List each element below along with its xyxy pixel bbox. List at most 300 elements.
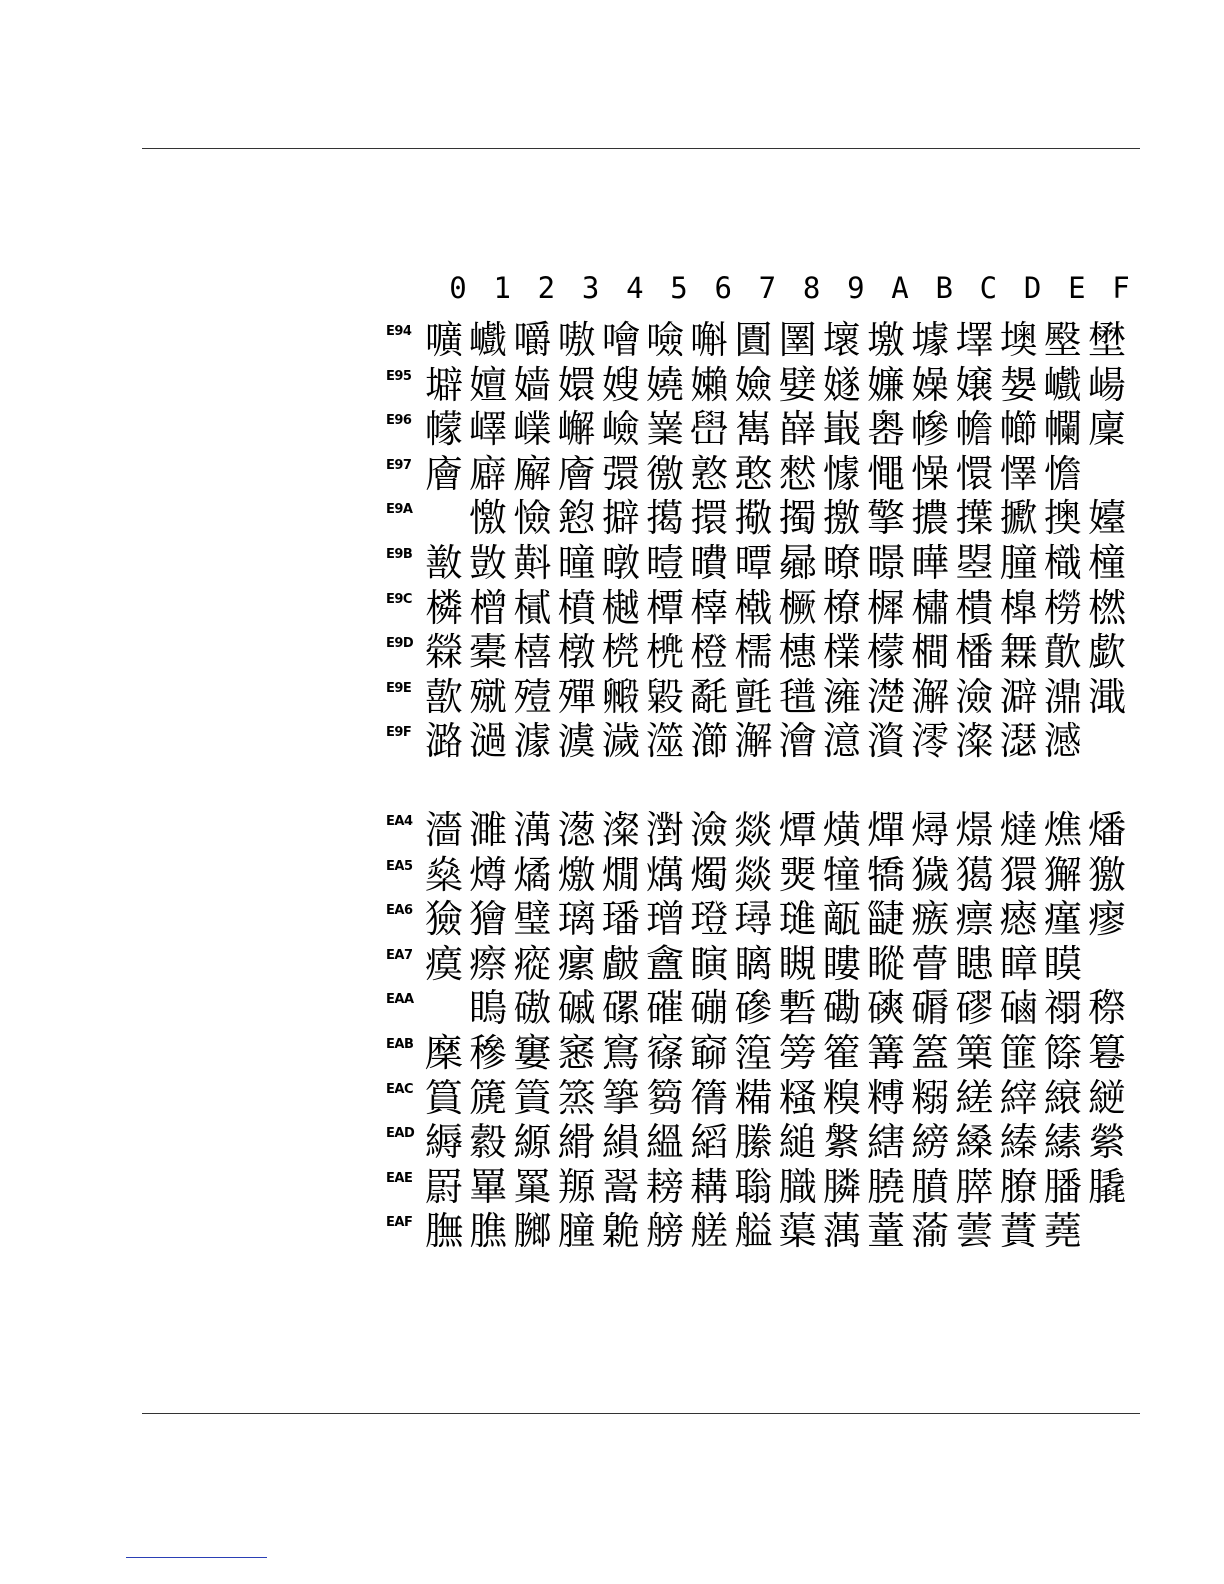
glyph-cell: 縔 — [955, 1120, 994, 1165]
glyph-cell: 罻 — [424, 1164, 463, 1209]
glyph-cell: 燖 — [911, 808, 950, 852]
glyph-cell: 檽 — [734, 630, 773, 675]
glyph-cell: 瘭 — [955, 897, 994, 942]
glyph-cell: 縤 — [1043, 1120, 1082, 1165]
glyph-cell: 壄 — [1087, 318, 1126, 362]
glyph-cell: 燛 — [778, 852, 817, 897]
glyph-cell: 嬐 — [734, 362, 773, 407]
glyph-cell: 嶲 — [734, 407, 773, 452]
glyph-cell: 磣 — [734, 986, 773, 1031]
glyph-cell: 憨 — [734, 451, 773, 496]
glyph-cell: 澥 — [734, 719, 773, 764]
glyph-cell: 澼 — [999, 674, 1038, 719]
glyph-cell: 嫂 — [601, 362, 640, 407]
glyph-cell: 濏 — [999, 719, 1038, 764]
glyph-cell: 橔 — [557, 630, 596, 675]
glyph-cell: 蕡 — [999, 1209, 1038, 1254]
glyph-cell: 篞 — [734, 1031, 773, 1075]
glyph-cell: 擏 — [734, 496, 773, 541]
code-row-EAD — [0, 1120, 1224, 1165]
glyph-cell: 艗 — [734, 1209, 773, 1254]
glyph-cell: 熿 — [822, 808, 861, 852]
code-row-E9D — [0, 630, 1224, 675]
footer-link-underline — [126, 1557, 267, 1558]
row-label: E9A — [386, 502, 413, 518]
glyph-cell: 縍 — [911, 1120, 950, 1165]
glyph-cell: 盦 — [645, 941, 684, 986]
glyph-cell: 篫 — [601, 1075, 640, 1120]
glyph-cell: 穇 — [469, 1031, 508, 1075]
column-header-3: 3 — [581, 271, 600, 305]
glyph-cell: 澞 — [557, 719, 596, 764]
code-row-EA7 — [0, 942, 1224, 987]
column-header-1: 1 — [493, 271, 511, 305]
glyph-cell: 橺 — [911, 630, 950, 675]
column-header-6: 6 — [714, 271, 732, 305]
glyph-cell: 橚 — [911, 585, 950, 630]
glyph-cell: 氄 — [690, 674, 729, 719]
glyph-cell: 壂 — [1043, 318, 1082, 362]
glyph-cell — [422, 496, 466, 541]
glyph-cell: 篧 — [822, 1031, 861, 1075]
glyph-cell: 歔 — [1087, 630, 1126, 675]
glyph-cell: 橞 — [778, 630, 817, 675]
glyph-cell: 嗷 — [557, 318, 596, 362]
glyph-cell: 橲 — [513, 630, 552, 675]
glyph-cell: 歕 — [1043, 630, 1082, 675]
glyph-cell: 嬾 — [690, 362, 729, 407]
glyph-cell: 篕 — [911, 1031, 950, 1075]
glyph-cell: 篝 — [866, 1031, 905, 1075]
glyph-cell: 疀 — [866, 897, 905, 942]
glyph-cell: 膲 — [469, 1209, 508, 1254]
glyph-cell: 瘳 — [1087, 897, 1126, 942]
row-label: E9C — [386, 591, 412, 607]
glyph-cell: 篟 — [690, 1075, 729, 1120]
glyph-cell: 澺 — [822, 719, 861, 764]
glyph-cell: 曏 — [778, 541, 817, 585]
glyph-cell: 燚 — [734, 808, 773, 852]
glyph-cell: 嶨 — [690, 407, 729, 452]
glyph-cell: 幯 — [999, 407, 1038, 452]
code-row-E94 — [0, 318, 1224, 363]
glyph-cell: 蕓 — [955, 1209, 994, 1254]
glyph-cell: 暻 — [866, 541, 905, 585]
column-header-0: 0 — [449, 271, 467, 305]
glyph-cell: 潞 — [424, 719, 463, 764]
glyph-cell: 犞 — [866, 852, 905, 897]
glyph-cell: 澮 — [778, 719, 817, 764]
code-row-E9B — [0, 541, 1224, 586]
glyph-cell: 獪 — [469, 897, 508, 942]
glyph-cell: 橶 — [734, 585, 773, 630]
glyph-cell: 燋 — [1043, 808, 1082, 852]
glyph-cell: 嬛 — [557, 362, 596, 407]
glyph-cell — [1085, 719, 1129, 764]
row-label: E95 — [386, 368, 412, 384]
glyph-cell: 嬢 — [955, 362, 994, 407]
glyph-cell: 犝 — [822, 852, 861, 897]
row-label: EAC — [386, 1081, 413, 1097]
glyph-cell: 瞡 — [778, 941, 817, 986]
glyph-cell: 壞 — [822, 318, 861, 362]
glyph-cell: 膴 — [424, 1209, 463, 1254]
glyph-cell: 璕 — [734, 897, 773, 942]
glyph-cell: 殫 — [557, 674, 596, 719]
glyph-cell: 橯 — [1043, 585, 1082, 630]
glyph-cell: 曊 — [690, 541, 729, 585]
glyph-cell — [1085, 452, 1129, 497]
row-label: E97 — [386, 457, 412, 473]
row-label: E9D — [386, 636, 414, 652]
glyph-cell: 瘲 — [513, 941, 552, 986]
glyph-cell: 濇 — [424, 808, 463, 852]
glyph-cell: 敾 — [424, 541, 463, 585]
glyph-cell: 橉 — [424, 585, 463, 630]
glyph-cell: 澰 — [690, 808, 729, 852]
glyph-cell: 磪 — [645, 986, 684, 1031]
glyph-cell: 縎 — [557, 1120, 596, 1165]
glyph-cell: 嬗 — [469, 362, 508, 407]
glyph-cell: 憌 — [557, 496, 596, 541]
row-label: EAA — [386, 992, 414, 1008]
glyph-cell: 獥 — [1087, 852, 1126, 897]
glyph-cell: 燵 — [999, 808, 1038, 852]
glyph-cell — [422, 986, 466, 1031]
glyph-cell: 廥 — [424, 451, 463, 496]
row-label: EAB — [386, 1037, 414, 1052]
column-header-8: 8 — [802, 271, 821, 305]
glyph-cell: 曋 — [734, 541, 773, 585]
row-label: E9E — [386, 680, 412, 696]
code-row-EAA — [0, 986, 1224, 1031]
glyph-cell: 獬 — [1043, 852, 1082, 897]
glyph-cell: 瘱 — [999, 897, 1038, 942]
glyph-cell: 嶴 — [866, 407, 905, 452]
glyph-cell: 臲 — [601, 1209, 640, 1254]
glyph-cell: 耪 — [645, 1164, 684, 1209]
glyph-cell: 璃 — [557, 897, 596, 942]
glyph-cell: 敳 — [469, 541, 508, 585]
glyph-cell: 獩 — [911, 852, 950, 897]
glyph-cell: 廦 — [469, 451, 508, 496]
column-header-F: F — [1112, 271, 1130, 305]
glyph-cell: 撽 — [822, 496, 861, 541]
glyph-cell: 憝 — [690, 451, 729, 496]
glyph-cell: 獫 — [424, 897, 463, 942]
glyph-cell: 嶪 — [645, 407, 684, 452]
glyph-cell: 罼 — [469, 1164, 508, 1209]
glyph-cell: 墺 — [999, 318, 1038, 362]
glyph-cell: 糑 — [911, 1075, 950, 1120]
glyph-cell: 縌 — [1087, 1075, 1126, 1120]
row-label: EA5 — [386, 858, 413, 874]
glyph-cell: 橨 — [557, 585, 596, 630]
glyph-cell: 橐 — [469, 630, 508, 675]
glyph-cell: 曀 — [645, 541, 684, 585]
glyph-cell: 磛 — [778, 986, 817, 1031]
glyph-cell: 罺 — [513, 1164, 552, 1209]
row-label: EA4 — [386, 814, 413, 829]
glyph-cell: 磥 — [601, 986, 640, 1031]
glyph-cell: 橰 — [999, 585, 1038, 630]
row-label: E94 — [386, 324, 412, 339]
glyph-cell: 濎 — [1043, 674, 1082, 719]
glyph-cell: 磢 — [866, 986, 905, 1031]
glyph-cell: 澫 — [513, 808, 552, 852]
glyph-cell: 燩 — [557, 852, 596, 897]
glyph-cell: 廨 — [513, 451, 552, 496]
glyph-cell: 篨 — [1043, 1031, 1082, 1075]
glyph-cell: 嶧 — [469, 407, 508, 452]
glyph-cell: 氈 — [734, 674, 773, 719]
glyph-cell: 縏 — [822, 1120, 861, 1165]
glyph-cell: 幱 — [1043, 407, 1082, 452]
glyph-cell: 瞣 — [955, 941, 994, 986]
glyph-cell: 橙 — [690, 630, 729, 675]
glyph-cell: 嬈 — [645, 362, 684, 407]
glyph-cell: 縡 — [999, 1075, 1038, 1120]
glyph-cell: 縥 — [999, 1120, 1038, 1165]
glyph-cell: 澯 — [955, 719, 994, 764]
code-row-EA5 — [0, 853, 1224, 898]
glyph-cell: 縢 — [734, 1120, 773, 1165]
row-label: E96 — [386, 413, 412, 429]
glyph-cell: 朣 — [999, 541, 1038, 585]
glyph-cell: 擗 — [601, 496, 640, 541]
glyph-cell: 蕖 — [778, 1209, 817, 1254]
column-header-5: 5 — [670, 271, 688, 305]
glyph-cell: 燭 — [690, 852, 729, 897]
glyph-cell: 憸 — [513, 496, 552, 541]
glyph-cell: 擃 — [911, 496, 950, 541]
glyph-cell: 燂 — [778, 808, 817, 852]
glyph-cell: 濍 — [557, 808, 596, 852]
glyph-cell: 膰 — [1043, 1164, 1082, 1209]
glyph-cell: 糐 — [866, 1075, 905, 1120]
column-header-row — [0, 268, 1224, 308]
glyph-cell: 幪 — [424, 407, 463, 452]
glyph-cell: 濊 — [601, 719, 640, 764]
code-row-E9F — [0, 719, 1224, 764]
glyph-cell: 憿 — [469, 496, 508, 541]
glyph-cell: 璔 — [645, 897, 684, 942]
glyph-cell: 膵 — [955, 1164, 994, 1209]
glyph-cell: 磭 — [911, 986, 950, 1031]
glyph-cell: 懆 — [911, 451, 950, 496]
glyph-cell: 瘯 — [911, 897, 950, 942]
glyph-cell: 澬 — [866, 719, 905, 764]
glyph-cell: 膫 — [999, 1164, 1038, 1209]
row-label: EAF — [386, 1215, 413, 1231]
glyph-cell: 橎 — [955, 630, 994, 675]
glyph-cell: 濋 — [866, 674, 905, 719]
code-row-E97 — [0, 452, 1224, 497]
code-row-E9E — [0, 675, 1224, 720]
glyph-cell: 濄 — [469, 719, 508, 764]
column-header-E: E — [1068, 271, 1086, 305]
glyph-cell: 縖 — [866, 1120, 905, 1165]
row-label: EAE — [386, 1170, 413, 1186]
glyph-cell: 巇 — [1043, 362, 1082, 407]
glyph-cell: 憴 — [866, 451, 905, 496]
glyph-cell: 樴 — [1043, 541, 1082, 585]
glyph-cell: 窸 — [557, 1031, 596, 1075]
glyph-cell: 檏 — [822, 630, 861, 675]
glyph-cell: 擉 — [778, 496, 817, 541]
glyph-cell: 懁 — [955, 451, 994, 496]
glyph-cell: 橆 — [999, 630, 1038, 675]
glyph-cell: 嬯 — [1087, 496, 1126, 541]
glyph-cell: 璧 — [513, 897, 552, 942]
glyph-cell: 曄 — [911, 541, 950, 585]
glyph-cell: 檬 — [866, 630, 905, 675]
glyph-cell: 穄 — [1087, 986, 1126, 1031]
glyph-cell: 幓 — [911, 407, 950, 452]
glyph-cell: 蕘 — [1043, 1209, 1082, 1254]
glyph-cell: 澥 — [911, 674, 950, 719]
glyph-cell: 縕 — [645, 1120, 684, 1165]
code-row-E96 — [0, 407, 1224, 452]
glyph-cell: 燚 — [734, 852, 773, 897]
glyph-cell: 磟 — [955, 986, 994, 1031]
glyph-cell: 蕍 — [911, 1209, 950, 1254]
glyph-cell: 獦 — [955, 852, 994, 897]
glyph-cell: 壀 — [424, 362, 463, 407]
glyph-cell: 巇 — [469, 318, 508, 362]
glyph-cell: 樲 — [513, 585, 552, 630]
glyph-cell: 橷 — [645, 630, 684, 675]
glyph-cell: 廥 — [557, 451, 596, 496]
glyph-cell: 彋 — [601, 451, 640, 496]
glyph-cell: 濉 — [469, 808, 508, 852]
glyph-cell: 毇 — [645, 674, 684, 719]
glyph-cell: 縠 — [469, 1120, 508, 1165]
glyph-cell: 幨 — [955, 407, 994, 452]
glyph-cell: 憖 — [778, 451, 817, 496]
glyph-cell: 禤 — [1043, 986, 1082, 1031]
glyph-cell: 殪 — [513, 674, 552, 719]
glyph-cell: 澨 — [645, 719, 684, 764]
glyph-cell: 膷 — [513, 1209, 552, 1254]
glyph-cell: 橦 — [1087, 541, 1126, 585]
glyph-cell: 燗 — [601, 852, 640, 897]
glyph-cell: 篥 — [955, 1031, 994, 1075]
glyph-cell: 嬖 — [778, 362, 817, 407]
code-row-EAB — [0, 1031, 1224, 1076]
glyph-cell: 崵 — [1087, 362, 1126, 407]
glyph-cell: 樾 — [601, 585, 640, 630]
glyph-cell: 壉 — [911, 318, 950, 362]
glyph-cell: 縟 — [424, 1120, 463, 1165]
code-row-E9C — [0, 586, 1224, 631]
glyph-cell: 燏 — [513, 852, 552, 897]
glyph-cell: 嚝 — [424, 318, 463, 362]
column-header-A: A — [891, 271, 909, 305]
footer-rule — [142, 1413, 1140, 1414]
glyph-cell — [1085, 1209, 1129, 1254]
glyph-cell: 殧 — [469, 674, 508, 719]
code-row-EAE — [0, 1165, 1224, 1210]
glyph-cell: 艕 — [645, 1209, 684, 1254]
glyph-cell: 瞙 — [1043, 941, 1082, 986]
glyph-cell: 膦 — [822, 1164, 861, 1209]
glyph-cell: 糗 — [822, 1075, 861, 1120]
glyph-cell: 嚼 — [513, 318, 552, 362]
code-row-EAF — [0, 1209, 1224, 1254]
glyph-cell: 噲 — [601, 318, 640, 362]
glyph-cell: 擖 — [645, 496, 684, 541]
glyph-cell: 縋 — [778, 1120, 817, 1165]
glyph-cell: 磠 — [999, 986, 1038, 1031]
code-row-EAC — [0, 1076, 1224, 1121]
glyph-cell: 嘝 — [690, 318, 729, 362]
glyph-cell: 嫢 — [999, 362, 1038, 407]
glyph-cell: 瘼 — [424, 941, 463, 986]
glyph-cell: 燊 — [424, 852, 463, 897]
glyph-cell: 翯 — [601, 1164, 640, 1209]
glyph-cell: 聬 — [734, 1164, 773, 1209]
glyph-cell: 璠 — [601, 897, 640, 942]
glyph-cell: 澰 — [955, 674, 994, 719]
glyph-cell: 瀄 — [690, 719, 729, 764]
glyph-cell: 燔 — [1087, 808, 1126, 852]
glyph-cell: 磝 — [513, 986, 552, 1031]
glyph-cell: 嬘 — [822, 362, 861, 407]
glyph-cell: 窱 — [645, 1031, 684, 1075]
column-header-C: C — [979, 271, 998, 305]
glyph-cell: 瞗 — [469, 986, 508, 1031]
glyph-cell: 縗 — [1043, 1075, 1082, 1120]
glyph-cell: 糒 — [734, 1075, 773, 1120]
glyph-cell: 篪 — [469, 1075, 508, 1120]
glyph-cell: 膬 — [1087, 1164, 1126, 1209]
glyph-cell: 耩 — [690, 1164, 729, 1209]
glyph-cell: 瘰 — [557, 941, 596, 986]
glyph-cell: 篹 — [1087, 1031, 1126, 1075]
glyph-cell: 濈 — [1087, 674, 1126, 719]
glyph-cell: 檾 — [424, 630, 463, 675]
glyph-cell: 縒 — [955, 1075, 994, 1120]
glyph-cell: 璡 — [778, 897, 817, 942]
glyph-cell: 獧 — [999, 852, 1038, 897]
glyph-cell: 瘵 — [469, 941, 508, 986]
glyph-cell: 瞛 — [866, 941, 905, 986]
glyph-cell: 穈 — [424, 1031, 463, 1075]
glyph-cell: 磩 — [557, 986, 596, 1031]
glyph-cell: 瘽 — [1043, 897, 1082, 942]
glyph-cell: 艖 — [690, 1209, 729, 1254]
glyph-cell: 橝 — [645, 585, 684, 630]
glyph-cell: 擐 — [690, 496, 729, 541]
glyph-cell: 曌 — [955, 541, 994, 585]
glyph-cell: 篚 — [999, 1031, 1038, 1075]
glyph-cell: 膱 — [778, 1164, 817, 1209]
glyph-cell: 燀 — [866, 808, 905, 852]
glyph-cell: 嶫 — [513, 407, 552, 452]
glyph-cell: 橭 — [690, 585, 729, 630]
column-header-7: 7 — [758, 271, 777, 305]
code-row-E95 — [0, 363, 1224, 408]
row-label: E9F — [386, 725, 412, 741]
code-row-EA6 — [0, 897, 1224, 942]
glyph-cell: 縓 — [513, 1120, 552, 1165]
glyph-cell: 窵 — [601, 1031, 640, 1075]
glyph-cell: 擛 — [955, 496, 994, 541]
row-label: EA6 — [386, 903, 413, 919]
glyph-cell: 墿 — [955, 318, 994, 362]
glyph-cell: 毈 — [601, 674, 640, 719]
